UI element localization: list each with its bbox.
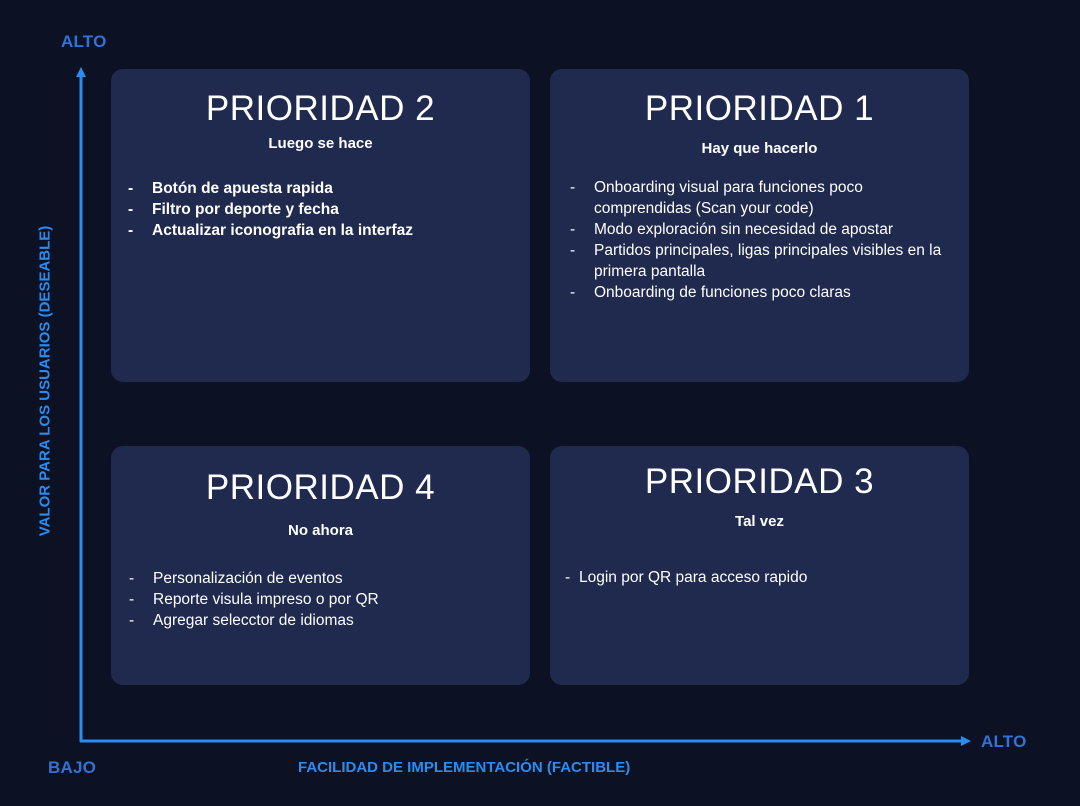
bullet-dash: - — [128, 180, 134, 197]
quadrant-priority-1 — [550, 69, 969, 382]
quadrant-subtitle: Hay que hacerlo — [701, 140, 818, 157]
quadrant-item-list — [128, 178, 518, 241]
y-axis-title: VALOR PARA LOS USUARIOS (DESEABLE) — [36, 225, 54, 537]
bullet-dash: - — [129, 612, 135, 629]
list-item — [128, 178, 518, 199]
quadrant-title: PRIORIDAD 2 — [205, 89, 436, 128]
bullet-dash: - — [565, 569, 571, 586]
quadrant-title: PRIORIDAD 1 — [644, 89, 875, 128]
bullet-dash: - — [129, 591, 135, 608]
y-axis-high-label: ALTO — [61, 32, 107, 51]
list-item-text: Onboarding visual para funciones poco comprendidas (Scan your code) — [594, 179, 863, 217]
quadrant-item-list — [570, 177, 955, 303]
quadrant-priority-3 — [550, 446, 969, 685]
quadrant-item-list — [565, 567, 955, 588]
bullet-dash: - — [129, 570, 135, 587]
quadrant-subtitle: Tal vez — [735, 513, 784, 530]
origin-low-label: BAJO — [48, 758, 97, 777]
quadrant-subtitle: No ahora — [287, 522, 353, 539]
list-item-text: Agregar selecctor de idiomas — [153, 612, 354, 629]
list-item-text: Actualizar iconografia en la interfaz — [152, 222, 413, 239]
list-item — [129, 589, 519, 610]
quadrant-title: PRIORIDAD 3 — [644, 462, 875, 501]
bullet-dash: - — [570, 179, 576, 196]
quadrant-priority-2 — [111, 69, 530, 382]
quadrant-subtitle: Luego se hace — [268, 135, 373, 152]
list-item — [128, 199, 518, 220]
list-item — [570, 219, 955, 240]
bullet-dash: - — [570, 284, 576, 301]
list-item-text: Filtro por deporte y fecha — [152, 201, 339, 218]
list-item-text: Login por QR para acceso rapido — [579, 569, 808, 586]
bullet-dash: - — [570, 242, 576, 259]
list-item — [570, 177, 955, 219]
quadrant-item-list — [129, 568, 519, 631]
list-item-text: Partidos principales, ligas principales visibles en la primera pantalla — [594, 242, 942, 280]
list-item-text: Personalización de eventos — [153, 570, 343, 587]
list-item — [565, 567, 955, 588]
list-item-text: Botón de apuesta rapida — [152, 180, 333, 197]
bullet-dash: - — [128, 201, 134, 218]
quadrant-priority-4 — [111, 446, 530, 685]
list-item-text: Modo exploración sin necesidad de apostar — [594, 221, 893, 238]
list-item — [129, 568, 519, 589]
list-item — [570, 282, 955, 303]
list-item — [128, 220, 518, 241]
list-item — [570, 240, 955, 282]
quadrant-title: PRIORIDAD 4 — [205, 468, 436, 507]
bullet-dash: - — [128, 222, 134, 239]
x-axis-title: FACILIDAD DE IMPLEMENTACIÓN (FACTIBLE) — [298, 759, 631, 776]
bullet-dash: - — [570, 221, 576, 238]
x-axis-high-label: ALTO — [981, 732, 1027, 751]
list-item-text: Onboarding de funciones poco claras — [594, 284, 851, 301]
list-item — [129, 610, 519, 631]
list-item-text: Reporte visula impreso o por QR — [153, 591, 379, 608]
